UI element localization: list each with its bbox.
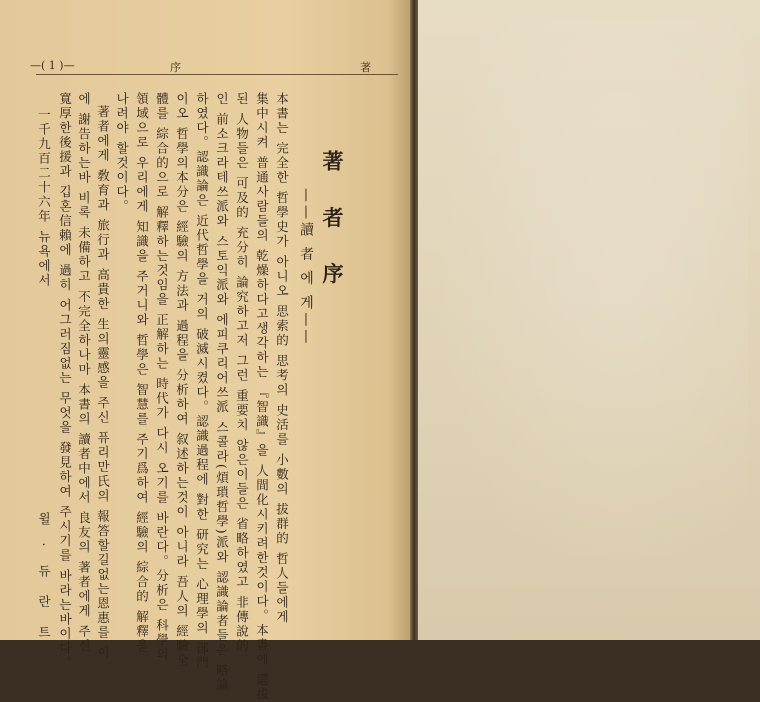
running-header-right: 著 [360,61,371,74]
text-line-9: 나려야 할것이다。 [114,92,130,214]
text-line-7: 體를 綜合的으로 解釋하는것임을 正解하는 時代가 다시 오기를 바란다。分析은 科學의 [154,92,170,662]
text-line-11: 에 謝告하는바 비록 未備하고 不完全하나마 本書의 讀者中에서 良友의 著者에게 주신 [76,92,92,654]
author-signature: 윌 · 듀 란 트 [36,512,52,645]
right-page-blank [418,0,760,640]
preface-date: 一千九百二十六年 뉴욕에서 [36,108,52,288]
text-line-6: 이오 哲學의本分은 經驗의 方法과 過程을 分析하여 叙述하는것이 아니라 吾人의 經驗全 [174,92,190,668]
text-line-5: 하였다。認識論은 近代哲學을 거의 破滅시켰다。認識過程에 對한 研究는 心理學의 部門 [194,92,210,671]
text-line-3: 된 人物들은 可及的 充分히 論究하고저 그런 重要치 않은이들은 省略하였고 非傳說的 [234,92,250,654]
text-line-1: 本書는 完全한 哲學史가 아니오 思索的 思考의 史活를 小數의 拔群的 哲人들에게 [274,92,290,625]
page-number: —( 1 )— [30,59,75,72]
text-line-4: 인 前소크라테쓰派와 스토익派와 에피쿠리어쓰派 스콜라(煩瑣哲學)派와 認識論者들은 略論 [214,92,230,693]
text-line-8: 領域으로 우리에게 知識을 주거니와 哲學은 智慧를 주기爲하여 經驗의 綜合的 解釋을 [134,92,150,654]
text-line-10: 著者에게 敎育과 旅行과 高貴한 生의靈感을 주신 퓨리만氏의 報答할길없는恩惠를 이 [95,105,111,661]
header-rule [36,74,398,75]
preface-title: 著 者 序 [320,150,345,298]
paper-texture [428,20,748,620]
text-line-2: 集中시켜 普通사람들의 乾燥하다고생각하는 『智識』을 人間化시키려한것이다。本書에 選拔 [254,92,270,702]
running-header-left: 序 [170,61,181,74]
text-line-12: 寬厚한後援과 깁혼信賴에 過히 어그러짐없는 무엇을 發見하여 주시기를 바라는바이다。 [57,92,73,671]
preface-subtitle: ——讀 者 에 게—— [298,188,314,347]
book-gutter [410,0,418,640]
